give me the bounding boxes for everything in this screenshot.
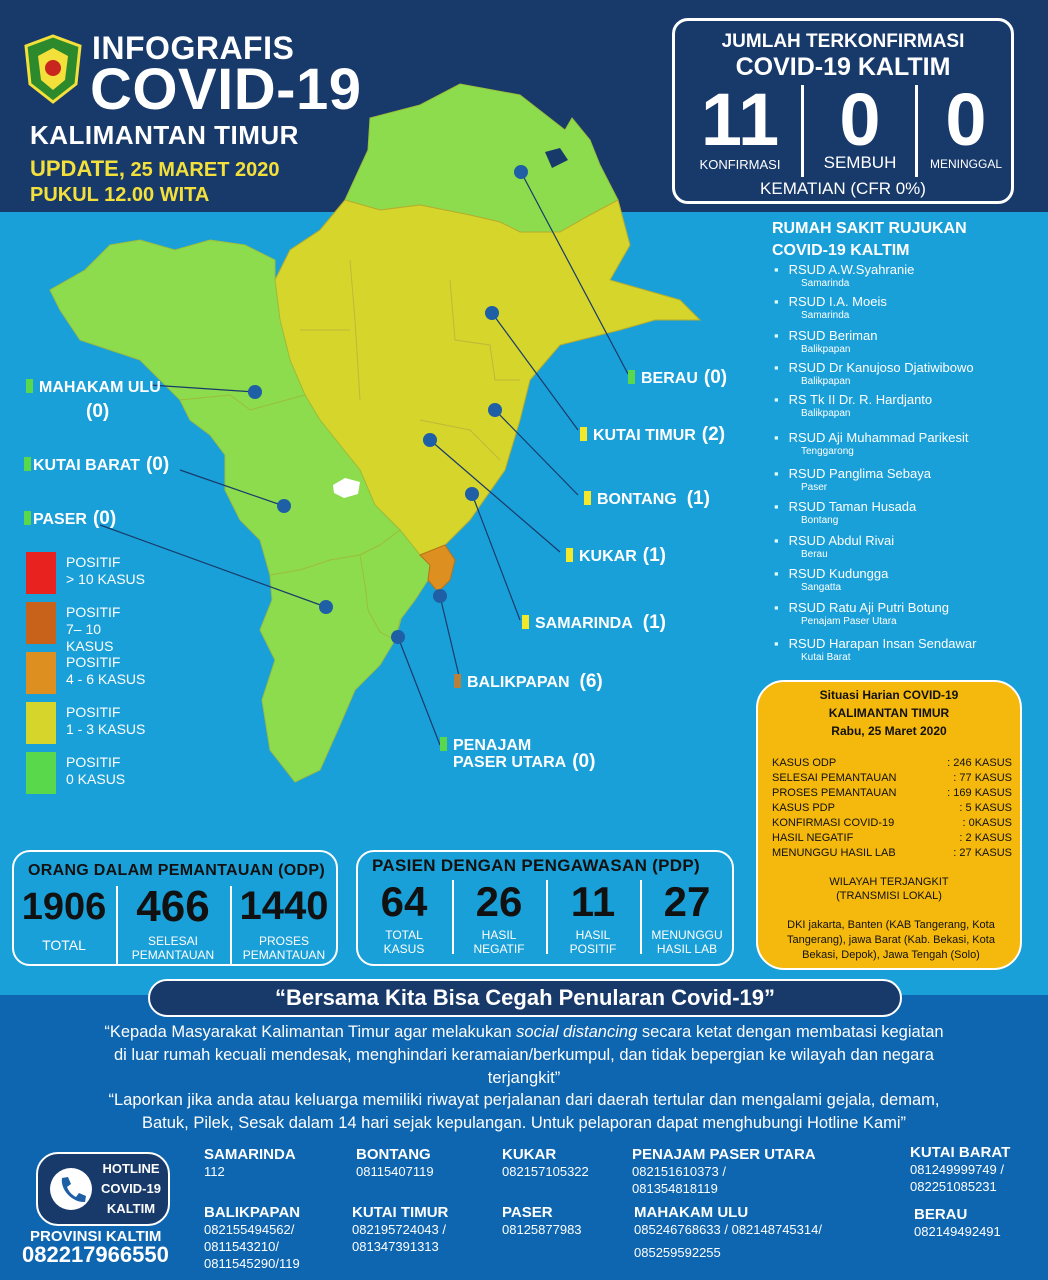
hospital-item: ▪ RSUD Panglima Sebaya Paser bbox=[774, 466, 1034, 494]
divider bbox=[915, 85, 918, 177]
odp-selesai-value: 466 bbox=[136, 882, 210, 931]
daily-situation-box: Situasi Harian COVID-19 KALIMANTAN TIMUR Rabu, 25 Maret 2020 KASUS ODP : 246 KASUS SELESAI PEMANTAUAN : 77 KASUS PROSES PEMANTAUAN : 169 KASUS KASUS PDP : 5 KASUS KONFIRMASI COVID-19 : 0KASUS HASIL NEGATIF : 2 KASUS MENUNGGU HASIL LAB : 27 KASUS WILAYAH TERJANGKIT (TRANSMISI LOKAL) DKI jakarta, Banten (KAB Tangerang, Kota Tangerang), jawa Barat (Kab. Bekasi, Kota Bekasi, Depok), Jawa Tengah (Solo) bbox=[756, 680, 1022, 970]
sembuh-label: SEMBUH bbox=[823, 153, 897, 172]
legend-item: POSITIF > 10 KASUS bbox=[26, 552, 146, 594]
pdp-total-label: TOTAL KASUS bbox=[383, 928, 425, 956]
label-bontang: BONTANG (1) bbox=[584, 488, 710, 510]
map-dot-mahakam-ulu bbox=[248, 385, 262, 399]
pdp-menunggu-value: 27 bbox=[663, 878, 711, 925]
konfirmasi-label: KONFIRMASI bbox=[699, 157, 781, 172]
legend-swatch bbox=[26, 602, 56, 644]
legend-swatch bbox=[26, 552, 56, 594]
cfr-label: KEMATIAN (CFR 0%) bbox=[760, 179, 926, 198]
map-dot-kutai-timur bbox=[485, 306, 499, 320]
hotline-kutai-barat: KUTAI BARAT 081249999749 / 082251085231 bbox=[910, 1144, 1011, 1194]
hotline-bontang: BONTANG 08115407119 bbox=[356, 1146, 434, 1179]
pdp-menunggu-label: MENUNGGU HASIL LAB bbox=[651, 928, 723, 956]
covid-title: COVID-19 bbox=[90, 57, 362, 122]
legend-item: POSITIF 0 KASUS bbox=[26, 752, 146, 794]
hospital-item: ▪ RSUD Beriman Balikpapan bbox=[774, 328, 1034, 356]
hotline-mahakam-ulu: MAHAKAM ULU 085246768633 / 082148745314/ 085259592255 bbox=[634, 1204, 822, 1260]
map-dot-berau bbox=[514, 165, 528, 179]
phone-icon bbox=[48, 1166, 94, 1212]
province-title: KALIMANTAN TIMUR bbox=[30, 120, 299, 150]
konfirmasi-value: 11 bbox=[700, 78, 780, 161]
update-date: UPDATE, 25 MARET 2020 bbox=[30, 156, 280, 181]
hospital-item: ▪ RSUD A.W.Syahranie Samarinda bbox=[774, 262, 1034, 290]
hospital-item: ▪ RSUD Abdul Rivai Berau bbox=[774, 533, 1034, 561]
affected-areas: DKI jakarta, Banten (KAB Tangerang, Kota Tangerang), jawa Barat (Kab. Bekasi, Kota Bekasi, Depok), Jawa Tengah (Solo) bbox=[787, 919, 995, 961]
meninggal-label: MENINGGAL bbox=[929, 157, 1002, 171]
hotline-badge[interactable] bbox=[36, 1152, 170, 1226]
meninggal-value: 0 bbox=[945, 78, 987, 161]
map-dot-kutai-barat bbox=[277, 499, 291, 513]
hotline-label: HOTLINE bbox=[102, 1161, 160, 1176]
pdp-negatif-value: 26 bbox=[475, 878, 523, 925]
label-ppu: PENAJAM PASER UTARA (0) bbox=[440, 737, 595, 771]
pdp-total-value: 64 bbox=[380, 878, 428, 925]
legend-swatch bbox=[26, 652, 56, 694]
situation-title: Situasi Harian COVID-19 bbox=[819, 688, 959, 702]
odp-title: ORANG DALAM PEMANTAUAN (ODP) bbox=[28, 862, 325, 879]
hospital-item: ▪ RSUD Taman Husada Bontang bbox=[774, 499, 1034, 527]
label-mahakam-ulu: MAHAKAM ULU (0) bbox=[26, 376, 161, 425]
odp-box bbox=[12, 850, 338, 966]
odp-proses-label: PROSES PEMANTAUAN bbox=[242, 934, 326, 962]
situation-date: Rabu, 25 Maret 2020 bbox=[831, 724, 947, 738]
hospital-title: RUMAH SAKIT RUJUKAN COVID-19 KALTIM bbox=[772, 220, 967, 259]
map-dot-paser bbox=[319, 600, 333, 614]
label-balikpapan: BALIKPAPAN (6) bbox=[454, 671, 603, 693]
hotline-label: KALTIM bbox=[106, 1201, 156, 1216]
hotline-kutai-timur: KUTAI TIMUR 082195724043 / 081347391313 bbox=[352, 1204, 449, 1254]
pdp-negatif-label: HASIL NEGATIF bbox=[473, 928, 525, 956]
hospital-item: ▪ RSUD Harapan Insan Sendawar Kutai Barat bbox=[774, 636, 1034, 664]
legend-swatch bbox=[26, 702, 56, 744]
hotline-kukar: KUKAR 082157105322 bbox=[502, 1146, 589, 1179]
infografis-title: INFOGRAFIS bbox=[92, 30, 295, 66]
confirmed-subtitle: COVID-19 KALTIM bbox=[735, 53, 951, 81]
hospital-item: ▪ RSUD Kudungga Sangatta bbox=[774, 566, 1034, 594]
map-dot-bontang bbox=[488, 403, 502, 417]
label-paser: PASER (0) bbox=[24, 508, 116, 530]
odp-total-label: TOTAL bbox=[42, 937, 86, 953]
pdp-positif-label: HASIL POSITIF bbox=[569, 928, 617, 956]
situation-subtitle: KALIMANTAN TIMUR bbox=[828, 706, 950, 720]
affected-areas-title: WILAYAH TERJANGKIT bbox=[829, 876, 949, 888]
pdp-positif-value: 11 bbox=[570, 878, 616, 925]
legend-swatch bbox=[26, 752, 56, 794]
hotline-samarinda: SAMARINDA 112 bbox=[204, 1146, 296, 1179]
map-dot-ppu bbox=[391, 630, 405, 644]
hospital-item: ▪ RSUD Dr Kanujoso Djatiwibowo Balikpapan bbox=[774, 360, 1034, 388]
legend-item: POSITIF 7– 10 KASUS bbox=[26, 602, 146, 644]
hotline-berau: BERAU 082149492491 bbox=[914, 1206, 1001, 1239]
affected-areas-subtitle: (TRANSMISI LOKAL) bbox=[836, 890, 942, 902]
label-samarinda: SAMARINDA (1) bbox=[522, 612, 666, 634]
hospital-item: ▪ RSUD Ratu Aji Putri Botung Penajam Paser Utara bbox=[774, 600, 1034, 628]
label-berau: BERAU (0) bbox=[628, 367, 727, 389]
legend-item: POSITIF 4 - 6 KASUS bbox=[26, 652, 146, 694]
hospital-item: ▪ RSUD I.A. Moeis Samarinda bbox=[774, 294, 1034, 322]
label-kukar: KUKAR (1) bbox=[566, 545, 666, 567]
odp-total-value: 1906 bbox=[21, 886, 107, 928]
odp-proses-value: 1440 bbox=[239, 884, 329, 928]
map-dot-kukar bbox=[423, 433, 437, 447]
odp-selesai-label: SELESAI PEMANTAUAN bbox=[131, 934, 215, 962]
hospital-item: ▪ RSUD Aji Muhammad Parikesit Tenggarong bbox=[774, 430, 1034, 458]
hotline-ppu: PENAJAM PASER UTARA 082151610373 / 081354818119 bbox=[632, 1146, 816, 1196]
report-message: “Laporkan jika anda atau keluarga memiliki riwayat perjalanan dari daerah tertular dan mengalami gejala, demam, Batuk, Pilek, Sesak dalam 14 hari sejak kepulangan. Untuk pelaporan dapat menghubungi Hotline Kami” bbox=[108, 1091, 940, 1132]
hotline-balikpapan: BALIKPAPAN 082155494562/ 0811543210/ 0811545290/119 bbox=[204, 1204, 301, 1271]
slogan-banner: “Bersama Kita Bisa Cegah Penularan Covid-19” bbox=[148, 979, 902, 1017]
update-time: PUKUL 12.00 WITA bbox=[30, 184, 210, 206]
map-dot-samarinda bbox=[465, 487, 479, 501]
hospital-item: ▪ RS Tk II Dr. R. Hardjanto Balikpapan bbox=[774, 392, 1034, 420]
divider bbox=[801, 85, 804, 177]
pdp-box bbox=[356, 850, 734, 966]
hotline-paser: PASER 08125877983 bbox=[502, 1204, 582, 1237]
provinsi-label: PROVINSI KALTIM bbox=[30, 1228, 162, 1245]
map-dot-balikpapan bbox=[433, 589, 447, 603]
label-kutai-timur: KUTAI TIMUR (2) bbox=[580, 424, 725, 446]
provinsi-number[interactable]: 082217966550 bbox=[22, 1242, 169, 1267]
hotline-label: COVID-19 bbox=[101, 1181, 161, 1196]
sembuh-value: 0 bbox=[839, 78, 881, 161]
social-distancing-message: “Kepada Masyarakat Kalimantan Timur agar melakukan social distancing secara ketat dengan membatasi kegiatan di luar rumah kecuali mendesak, menghindari keramaian/berkumpul, dan tidak bepergian ke wilayah dan negara terjangkit” bbox=[104, 1023, 944, 1087]
pdp-title: PASIEN DENGAN PENGAWASAN (PDP) bbox=[372, 856, 700, 875]
legend-item: POSITIF 1 - 3 KASUS bbox=[26, 702, 146, 744]
label-kutai-barat: KUTAI BARAT (0) bbox=[24, 454, 169, 476]
confirmed-title: JUMLAH TERKONFIRMASI bbox=[721, 31, 965, 52]
